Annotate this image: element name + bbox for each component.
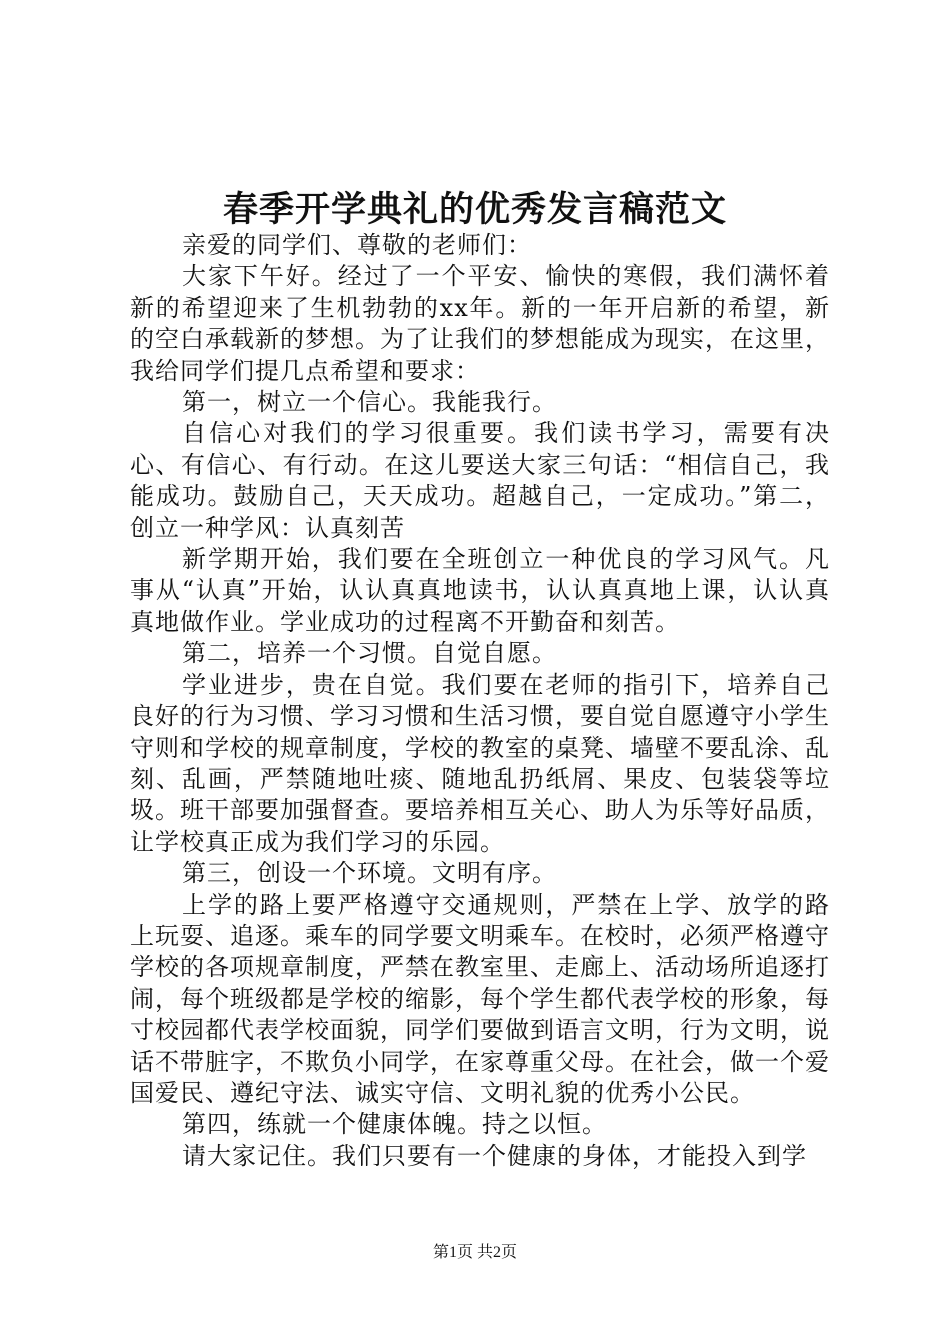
paragraph-confidence: 自信心对我们的学习很重要。我们读书学习，需要有决心、有信心、有行动。在这儿要送大家三句话：“相信自己，我能成功。鼓励自己，天天成功。超越自己，一定成功。”第二，创立一种学风：认真刻苦 bbox=[130, 419, 830, 542]
paragraph-habits: 学业进步，贵在自觉。我们要在老师的指引下，培养自己良好的行为习惯、学习习惯和生活习惯，要自觉自愿遵守小学生守则和学校的规章制度，学校的教室的桌凳、墙壁不要乱涂、乱刻、乱画，严禁随地吐痰、随地乱扔纸屑、果皮、包装袋等垃圾。班干部要加强督查。要培养相互关心、助人为乐等好品质，让学校真正成为我们学习的乐园。 bbox=[130, 670, 830, 856]
paragraph-health: 请大家记住。我们只要有一个健康的身体，才能投入到学 bbox=[182, 1141, 807, 1170]
paragraph-heading-3: 第三，创设一个环境。文明有序。 bbox=[182, 859, 557, 888]
paragraph-study-style: 新学期开始，我们要在全班创立一种优良的学习风气。凡事从“认真”开始，认认真真地读书，认认真真地上课，认认真真地做作业。学业成功的过程离不开勤奋和刻苦。 bbox=[130, 545, 830, 636]
page-footer: 第1页 共2页 bbox=[432, 1244, 517, 1261]
paragraph-heading-4: 第四，练就一个健康体魄。持之以恒。 bbox=[182, 1110, 607, 1139]
paragraph-heading-2: 第二，培养一个习惯。自觉自愿。 bbox=[182, 639, 557, 668]
paragraph-environment: 上学的路上要严格遵守交通规则，严禁在上学、放学的路上玩耍、追逐。乘车的同学要文明乘车。在校时，必须严格遵守学校的各项规章制度，严禁在教室里、走廊上、活动场所追逐打闹，每个班级都是学校的缩影，每个学生都代表学校的形象，每寸校园都代表学校面貌，同学们要做到语言文明，行为文明，说话不带脏字，不欺负小同学，在家尊重父母。在社会，做一个爱国爱民、遵纪守法、诚实守信、文明礼貌的优秀小公民。 bbox=[130, 890, 830, 1107]
paragraph-greeting: 亲爱的同学们、尊敬的老师们： bbox=[182, 231, 532, 259]
paragraph-intro: 大家下午好。经过了一个平安、愉快的寒假，我们满怀着新的希望迎来了生机勃勃的xx年。新的一年开启新的希望，新的空白承载新的梦想。为了让我们的梦想能成为现实，在这里，我给同学们提几点希望和要求： bbox=[130, 262, 830, 385]
document-body bbox=[130, 230, 830, 1172]
paragraph-heading-1: 第一，树立一个信心。我能我行。 bbox=[182, 388, 557, 417]
document-title: 春季开学典礼的优秀发言稿范文 bbox=[222, 189, 727, 230]
